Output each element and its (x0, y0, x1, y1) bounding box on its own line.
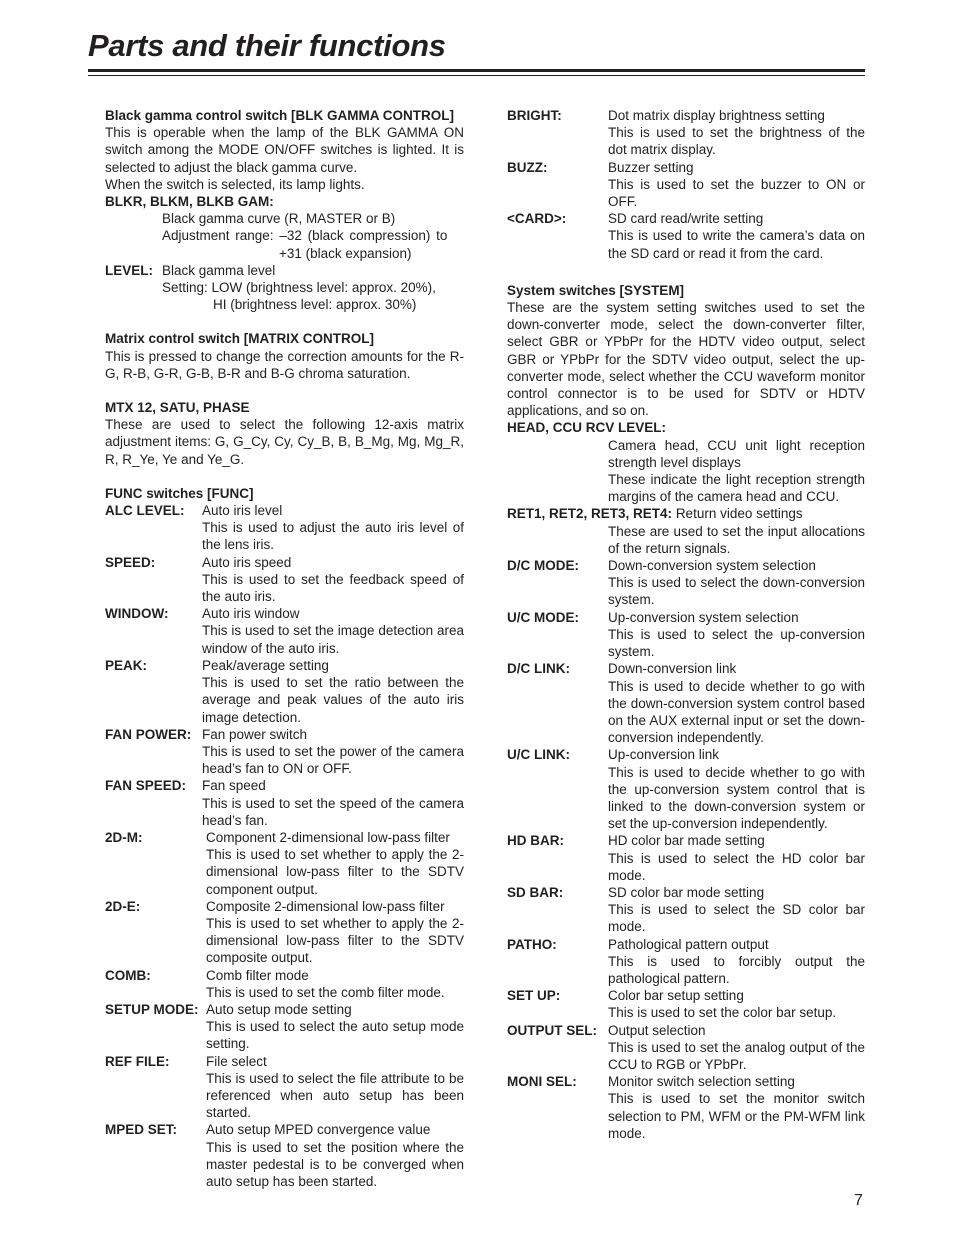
func-title: Peak/average setting (202, 657, 329, 673)
setting-label: BUZZ: (507, 159, 548, 175)
func-desc: This is used to select the auto setup mode setting. (206, 1019, 464, 1052)
func-entry (105, 605, 464, 657)
blk-gamma-description-2: When the switch is selected, its lamp lights. (105, 176, 365, 192)
setting-desc: This is used to forcibly output the pathological pattern. (608, 953, 865, 986)
ret-desc: These are used to set the input allocations of the return signals. (608, 523, 865, 556)
blkr-line-2 (105, 227, 464, 244)
setting-label: <CARD>: (507, 211, 567, 227)
func-label: COMB: (105, 967, 151, 983)
ret-entry (507, 505, 865, 522)
func-label: FAN POWER: (105, 726, 192, 742)
func-title: Auto setup MPED convergence value (206, 1122, 431, 1138)
setting-entry (507, 660, 865, 746)
ret-label: RET1, RET2, RET3, RET4: (507, 506, 673, 522)
level-entry (105, 262, 464, 279)
func-desc: This is used to adjust the auto iris level of the lens iris. (202, 520, 464, 553)
func-entry (105, 554, 464, 606)
level-title: Black gamma level (162, 262, 276, 278)
head-ccu-title: Camera head, CCU unit light reception strength level displays (608, 437, 865, 470)
setting-title: Pathological pattern output (608, 936, 769, 952)
setting-desc: This is used to set the brightness of the dot matrix display. (608, 125, 865, 158)
title-rule-thin (88, 75, 865, 76)
level-label: LEVEL: (105, 262, 154, 278)
setting-desc: This is used to set the color bar setup. (608, 1005, 837, 1021)
ret-title: Return video settings (675, 506, 803, 522)
head-ccu-label: HEAD, CCU RCV LEVEL: (507, 420, 667, 436)
func-label: SPEED: (105, 554, 156, 570)
setting-label: D/C MODE: (507, 558, 579, 574)
setting-label: BRIGHT: (507, 108, 562, 123)
matrix-description: This is pressed to change the correction amounts for the R-G, R-B, G-R, G-B, B-R and B-G chroma saturation. (105, 348, 464, 381)
func-title: Auto setup mode setting (206, 1001, 352, 1017)
setting-entry (507, 609, 865, 661)
setting-title: HD color bar made setting (608, 833, 765, 849)
page-number: 7 (854, 1192, 863, 1209)
func-desc: This is used to set the feedback speed of the auto iris. (202, 571, 464, 605)
setting-entry (507, 746, 865, 832)
func-desc: This is used to set the comb filter mode. (206, 984, 445, 1000)
setting-label: SD BAR: (507, 884, 564, 900)
blk-gamma-description: This is operable when the lamp of the BLK GAMMA ON switch among the MODE ON/OFF switches is lighted. It is selected to adjust the black gamma curve. (105, 125, 464, 175)
setting-title: Monitor switch selection setting (608, 1074, 795, 1090)
func-label: MPED SET: (105, 1122, 178, 1138)
setting-title: Down-conversion system selection (608, 558, 816, 574)
blkr-label: BLKR, BLKM, BLKB GAM: (105, 194, 274, 210)
right-column (507, 107, 865, 1142)
setting-entry (507, 832, 865, 884)
system-description: These are the system setting switches used to set the down-converter mode, select the down-converter filter, select GBR or YPbPr for the HDTV video output, select GBR or YPbPr for the SDTV video output, select the up-converter mode, select whether the CCU waveform monitor control connector is to be used for SDTV or HDTV applications, and so on. (507, 300, 865, 419)
func-desc: This is used to set whether to apply the 2-dimensional low-pass filter to the SDTV composite output. (206, 915, 464, 966)
func-entry (105, 657, 464, 726)
mtx-heading: MTX 12, SATU, PHASE (105, 400, 250, 416)
setting-desc: This is used to set the buzzer to ON or OFF. (608, 176, 865, 210)
setting-entry (507, 884, 865, 936)
setting-desc: This is used to decide whether to go with the down-conversion system control based on the AUX external input or set the down-conversion independently. (608, 678, 865, 746)
title-rule-thick (88, 69, 865, 72)
func-title: Fan power switch (202, 726, 308, 742)
func-title: Auto iris window (202, 606, 300, 622)
func-entry (105, 1053, 464, 1122)
setting-entry (507, 1022, 865, 1074)
func-label: 2D-M: (105, 829, 143, 845)
func-desc: This is used to set the position where the master pedestal is to be converged when auto setup has been started. (206, 1139, 464, 1189)
mtx-description: These are used to select the following 12-axis matrix adjustment items: G, G_Cy, Cy, Cy_B, B, B_Mg, Mg, Mg_R, R, R_Ye, Ye and Ye_G. (105, 417, 464, 467)
setting-entry (507, 210, 865, 262)
func-entry (105, 829, 464, 898)
setting-desc: This is used to select the HD color bar mode. (608, 850, 865, 883)
func-entry (105, 898, 464, 967)
func-desc: This is used to set whether to apply the 2-dimensional low-pass filter to the SDTV component output. (206, 847, 464, 897)
setting-label: U/C MODE: (507, 609, 579, 625)
head-ccu-desc: These indicate the light reception strength margins of the camera head and CCU. (608, 472, 865, 505)
func-heading: FUNC switches [FUNC] (105, 485, 254, 501)
setting-desc: This is used to decide whether to go with the up-conversion system control that is linked to the down-conversion system or set the up-conversion independently. (608, 764, 865, 832)
setting-title: SD color bar mode setting (608, 884, 765, 900)
setting-desc: This is used to select the down-conversion system. (608, 575, 865, 608)
func-entry (105, 1001, 464, 1053)
setting-entry (507, 159, 865, 211)
func-title: Comb filter mode (206, 967, 309, 983)
func-label: PEAK: (105, 657, 148, 673)
func-desc: This is used to select the file attribute to be referenced when auto setup has been started. (206, 1070, 464, 1121)
setting-label: OUTPUT SEL: (507, 1022, 597, 1038)
level-line-2: Setting: LOW (brightness level: approx. 20%), (162, 280, 436, 296)
setting-label: SET UP: (507, 988, 561, 1004)
func-desc: This is used to set the speed of the camera head’s fan. (202, 795, 464, 828)
blkr-line-2-text: Adjustment range: –32 (black compression) to (162, 228, 448, 244)
level-line-3: HI (brightness level: approx. 30%) (213, 297, 417, 313)
setting-title: Down-conversion link (608, 661, 737, 677)
setting-label: HD BAR: (507, 833, 564, 849)
func-title: Auto iris level (202, 503, 283, 519)
func-entry (105, 726, 464, 778)
setting-title: Up-conversion system selection (608, 609, 799, 625)
func-entry (105, 967, 464, 1001)
setting-desc: This is used to set the monitor switch selection to PM, WFM or the PM-WFM link mode. (608, 1091, 865, 1141)
setting-title: Buzzer setting (608, 159, 694, 175)
left-column (105, 107, 464, 1190)
setting-title: Output selection (608, 1022, 706, 1038)
setting-label: MONI SEL: (507, 1074, 577, 1090)
setting-desc: This is used to select the up-conversion system. (608, 626, 865, 660)
func-label: SETUP MODE: (105, 1001, 199, 1017)
setting-title: SD card read/write setting (608, 211, 764, 227)
func-title: Component 2-dimensional low-pass filter (206, 829, 450, 845)
func-desc: This is used to set the power of the camera head’s fan to ON or OFF. (202, 743, 464, 777)
page-title: Parts and their functions (88, 28, 446, 63)
setting-label: U/C LINK: (507, 747, 570, 763)
blk-gamma-heading: Black gamma control switch [BLK GAMMA CONTROL] (105, 108, 455, 123)
setting-title: Dot matrix display brightness setting (608, 108, 825, 123)
func-title: Composite 2-dimensional low-pass filter (206, 898, 445, 914)
func-title: Fan speed (202, 778, 266, 794)
setting-desc: This is used to write the camera’s data on the SD card or read it from the card. (608, 228, 865, 261)
setting-entry (507, 557, 865, 609)
setting-label: D/C LINK: (507, 661, 570, 677)
func-label: FAN SPEED: (105, 778, 187, 794)
func-label: 2D-E: (105, 898, 141, 914)
setting-label: PATHO: (507, 936, 557, 952)
matrix-heading: Matrix control switch [MATRIX CONTROL] (105, 331, 374, 347)
func-label: REF FILE: (105, 1053, 170, 1069)
func-title: File select (206, 1053, 267, 1069)
func-entry (105, 502, 464, 554)
setting-entry (507, 1073, 865, 1142)
blkr-line-3: +31 (black expansion) (279, 245, 412, 261)
setting-desc: This is used to select the SD color bar mode. (608, 902, 865, 935)
setting-entry (507, 107, 865, 159)
func-label: ALC LEVEL: (105, 503, 185, 519)
func-desc: This is used to set the ratio between the average and peak values of the auto iris image detection. (202, 675, 464, 725)
setting-title: Up-conversion link (608, 747, 720, 763)
setting-entry (507, 987, 865, 1021)
setting-entry (507, 936, 865, 988)
func-label: WINDOW: (105, 606, 169, 622)
blkr-line-1: Black gamma curve (R, MASTER or B) (162, 211, 396, 227)
setting-desc: This is used to set the analog output of the CCU to RGB or YPbPr. (608, 1039, 865, 1072)
func-desc: This is used to set the image detection area window of the auto iris. (202, 623, 464, 656)
system-heading: System switches [SYSTEM] (507, 282, 685, 298)
func-entry (105, 1121, 464, 1190)
func-entry (105, 777, 464, 829)
func-title: Auto iris speed (202, 554, 292, 570)
setting-title: Color bar setup setting (608, 988, 744, 1004)
